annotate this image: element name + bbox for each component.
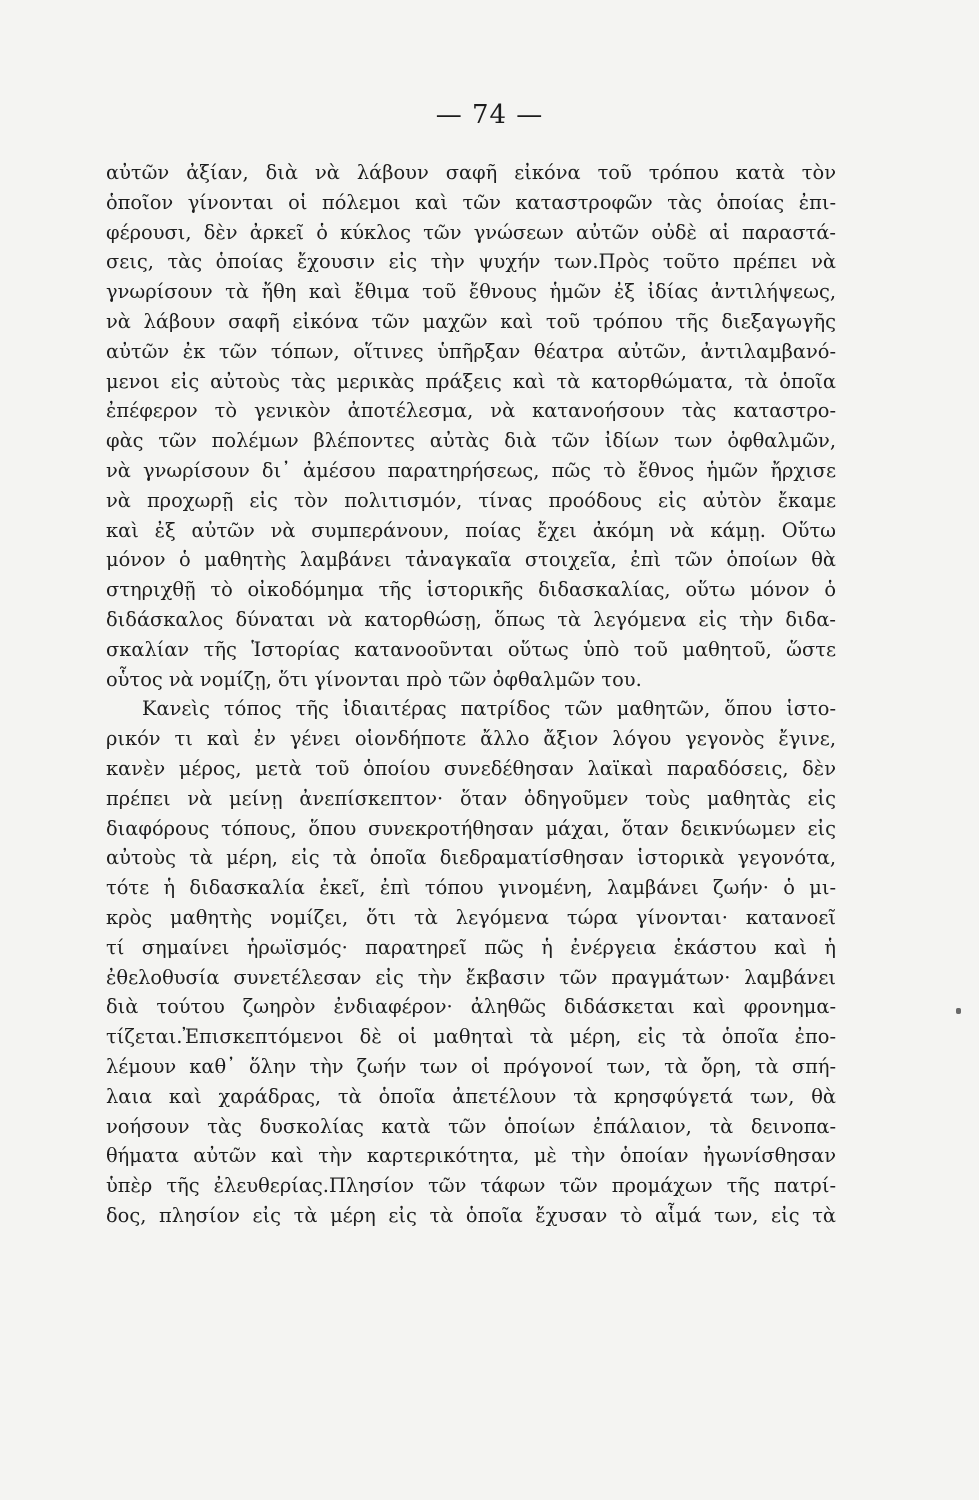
text-line: γνωρίσουν τὰ ἤθη καὶ ἔθιμα τοῦ ἔθνους ἡμῶν ἐξ ἰδίας ἀντιλήψεως, [106,280,836,304]
print-speck [956,1008,961,1014]
text-line: καὶ ἐξ αὐτῶν νὰ συμπεράνουν, ποίας ἔχει ἀκόμη νὰ κάμῃ. Οὕτω [106,518,836,542]
page-number: — 74 — [435,100,544,130]
text-line: ὑπὲρ τῆς ἐλευθερίας.Πλησίον τῶν τάφων τῶν προμάχων τῆς πατρί- [106,1174,836,1198]
text-line: αὐτοὺς τὰ μέρη, εἰς τὰ ὁποῖα διεδραματίσθησαν ἱστορικὰ γεγονότα, [106,846,836,870]
text-line: κανὲν μέρος, μετὰ τοῦ ὁποίου συνεδέθησαν λαϊκαὶ παραδόσεις, δὲν [106,756,836,780]
text-line: ἐπέφερον τὸ γενικὸν ἀποτέλεσμα, νὰ κατανοήσουν τὰς καταστρο- [106,399,836,423]
text-line: λαια καὶ χαράδρας, τὰ ὁποῖα ἀπετέλουν τὰ κρησφύγετά των, θὰ [106,1084,836,1108]
text-line: τίζεται.Ἐπισκεπτόμενοι δὲ οἱ μαθηταὶ τὰ μέρη, εἰς τὰ ὁποῖα ἐπο- [106,1025,836,1049]
text-line: τί σημαίνει ἡρωϊσμός· παρατηρεῖ πῶς ἡ ἐνέργεια ἑκάστου καὶ ἡ [106,935,836,959]
text-line: μενοι εἰς αὐτοὺς τὰς μερικὰς πράξεις καὶ τὰ κατορθώματα, τὰ ὁποῖα [106,369,836,393]
text-line: ἐθελοθυσία συνετέλεσαν εἰς τὴν ἔκβασιν τῶν πραγμάτων· λαμβάνει [106,965,836,989]
paragraph-end-line: οὗτος νὰ νομίζῃ, ὅτι γίνονται πρὸ τῶν ὀφθαλμῶν του. [106,667,642,691]
text-line: νὰ λάβουν σαφῆ εἰκόνα τῶν μαχῶν καὶ τοῦ τρόπου τῆς διεξαγωγῆς [106,309,836,333]
text-line: πρέπει νὰ μείνῃ ἀνεπίσκεπτον· ὅταν ὁδηγοῦμεν τοὺς μαθητὰς εἰς [106,786,836,810]
text-line: αὐτῶν ἐκ τῶν τόπων, οἵτινες ὑπῆρξαν θέατρα αὐτῶν, ἀντιλαμβανό- [106,339,836,363]
text-line: δος, πλησίον εἰς τὰ μέρη εἰς τὰ ὁποῖα ἔχυσαν τὸ αἷμά των, εἰς τὰ [106,1203,836,1227]
text-line: θήματα αὐτῶν καὶ τὴν καρτερικότητα, μὲ τὴν ὁποίαν ἠγωνίσθησαν [106,1144,836,1168]
text-line: διὰ τούτου ζωηρὸν ἐνδιαφέρον· ἀληθῶς διδάσκεται καὶ φρονημα- [106,995,836,1019]
text-line: φὰς τῶν πολέμων βλέποντες αὐτὰς διὰ τῶν ἰδίων των ὀφθαλμῶν, [106,429,836,453]
text-line: σεις, τὰς ὁποίας ἔχουσιν εἰς τὴν ψυχήν των.Πρὸς τοῦτο πρέπει νὰ [106,250,836,274]
text-line: αὐτῶν ἀξίαν, διὰ νὰ λάβουν σαφῆ εἰκόνα τοῦ τρόπου κατὰ τὸν [106,161,836,184]
text-line: νὰ προχωρῇ εἰς τὸν πολιτισμόν, τίνας προόδους εἰς αὐτὸν ἔκαμε [106,488,836,512]
text-line: διαφόρους τόπους, ὅπου συνεκροτήθησαν μάχαι, ὅταν δεικνύωμεν εἰς [106,816,836,840]
text-line: σκαλίαν τῆς Ἱστορίας κατανοοῦνται οὕτως ὑπὸ τοῦ μαθητοῦ, ὥστε [106,637,836,661]
text-line: νοήσουν τὰς δυσκολίας κατὰ τῶν ὁποίων ἐπάλαιον, τὰ δεινοπα- [106,1114,836,1138]
text-line: φέρουσι, δὲν ἀρκεῖ ὁ κύκλος τῶν γνώσεων αὐτῶν οὐδὲ αἱ παραστά- [106,220,836,244]
text-line: κρὸς μαθητὴς νομίζει, ὅτι τὰ λεγόμενα τώρα γίνονται· κατανοεῖ [106,905,836,929]
text-line: νὰ γνωρίσουν δι᾽ ἀμέσου παρατηρήσεως, πῶς τὸ ἔθνος ἡμῶν ἤρχισε [106,458,836,482]
text-line: διδάσκαλος δύναται νὰ κατορθώσῃ, ὅπως τὰ λεγόμενα εἰς τὴν διδα- [106,607,836,631]
text-line: ὁποῖον γίνονται οἱ πόλεμοι καὶ τῶν καταστροφῶν τὰς ὁποίας ἐπι- [106,190,836,214]
paragraph-start-line: Κανεὶς τόπος τῆς ἰδιαιτέρας πατρίδος τῶν μαθητῶν, ὅπου ἱστο- [142,697,836,721]
text-line: στηριχθῇ τὸ οἰκοδόμημα τῆς ἱστορικῆς διδασκαλίας, οὕτω μόνον ὁ [106,578,836,602]
text-line: ρικόν τι καὶ ἐν γένει οἱονδήποτε ἄλλο ἄξιον λόγου γεγονὸς ἔγινε, [106,727,836,751]
body-text [106,158,836,1231]
text-line: λέμουν καθ᾽ ὅλην τὴν ζωήν των οἱ πρόγονοί των, τὰ ὄρη, τὰ σπή- [106,1054,836,1078]
text-line: τότε ἡ διδασκαλία ἐκεῖ, ἐπὶ τόπου γινομένη, λαμβάνει ζωήν· ὁ μι- [106,876,836,900]
text-line: μόνον ὁ μαθητὴς λαμβάνει τἀναγκαῖα στοιχεῖα, ἐπὶ τῶν ὁποίων θὰ [106,548,836,572]
